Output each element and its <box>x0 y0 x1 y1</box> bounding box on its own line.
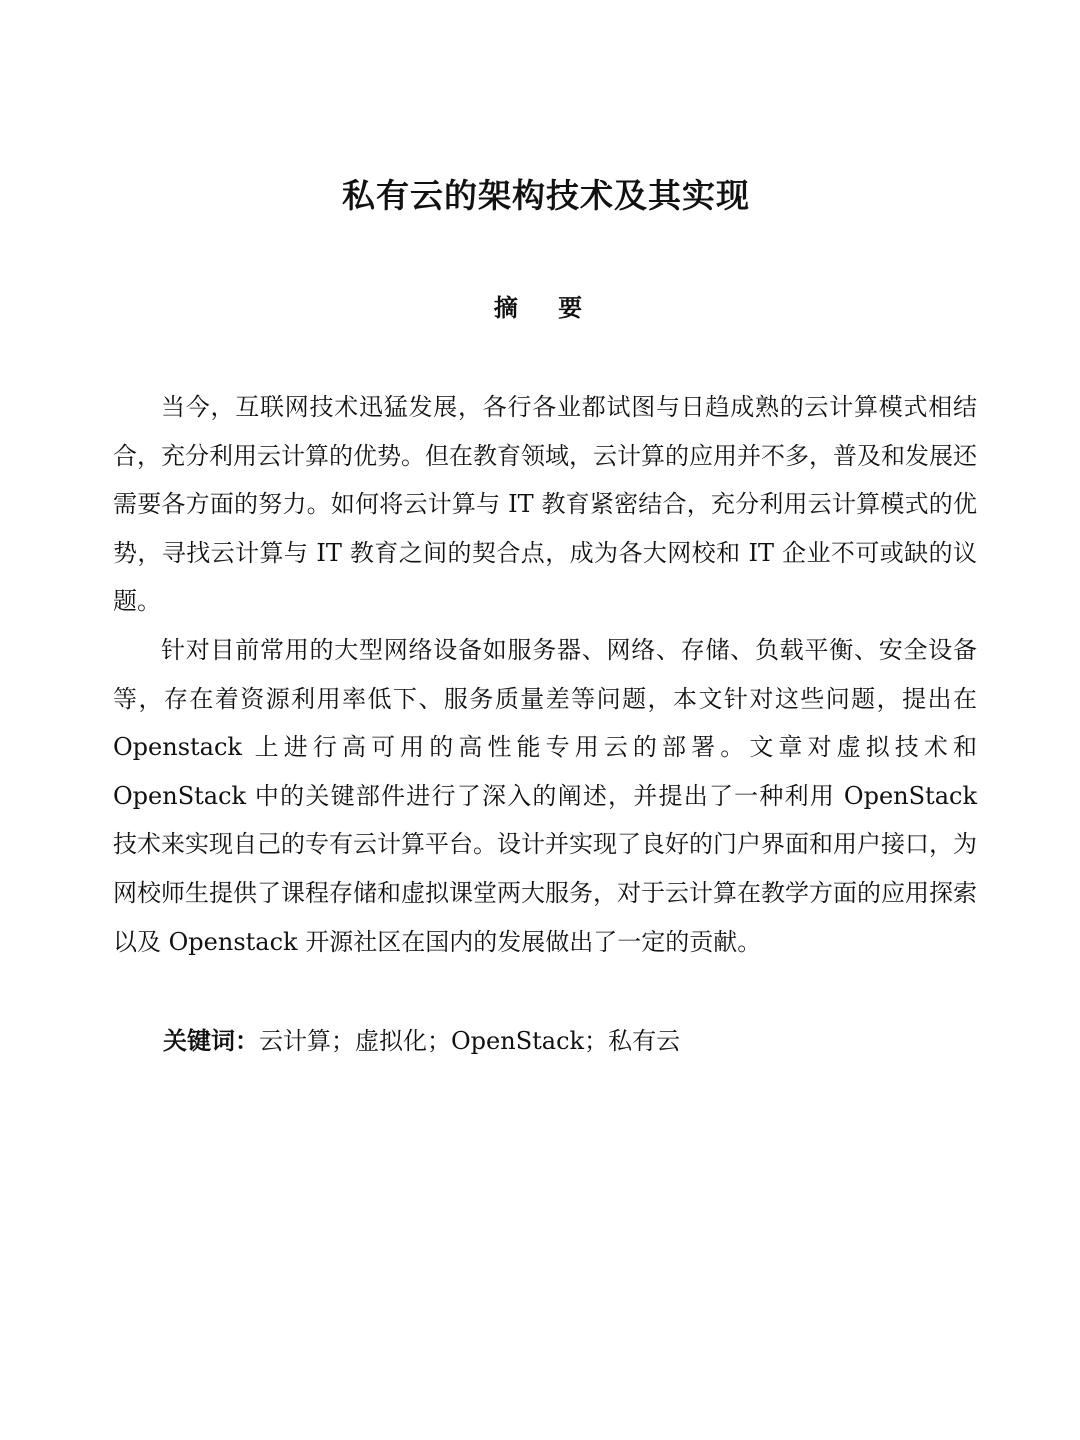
abstract-paragraph: 针对目前常用的大型网络设备如服务器、网络、存储、负载平衡、安全设备等，存在着资源利用率低下、服务质量差等问题，本文针对这些问题，提出在 Openstack 上进行高可用的高性能专用云的部署。文章对虚拟技术和 OpenStack 中的关键部件进行了深入的阐述，并提出了一种利用 OpenStack 技术来实现自己的专有云计算平台。设计并实现了良好的门户界面和用户接口，为网校师生提供了课程存储和虚拟课堂两大服务，对于云计算在教学方面的应用探索以及 Openstack 开源社区在国内的发展做出了一定的贡献。 <box>113 635 977 956</box>
keywords-line <box>163 1017 963 1065</box>
keywords-label: 关键词： <box>163 1027 259 1055</box>
abstract-paragraph: 当今，互联网技术迅猛发展，各行各业都试图与日趋成熟的云计算模式相结合，充分利用云计算的优势。但在教育领域，云计算的应用并不多，普及和发展还需要各方面的努力。如何将云计算与 IT 教育紧密结合，充分利用云计算模式的优势，寻找云计算与 IT 教育之间的契合点，成为各大网校和 IT 企业不可或缺的议题。 <box>113 393 977 616</box>
abstract-heading: 摘 要 <box>493 294 599 322</box>
document-title: 私有云的架构技术及其实现 <box>342 176 750 215</box>
abstract-body <box>113 383 977 966</box>
keywords-value: 云计算；虚拟化；OpenStack；私有云 <box>259 1027 681 1055</box>
